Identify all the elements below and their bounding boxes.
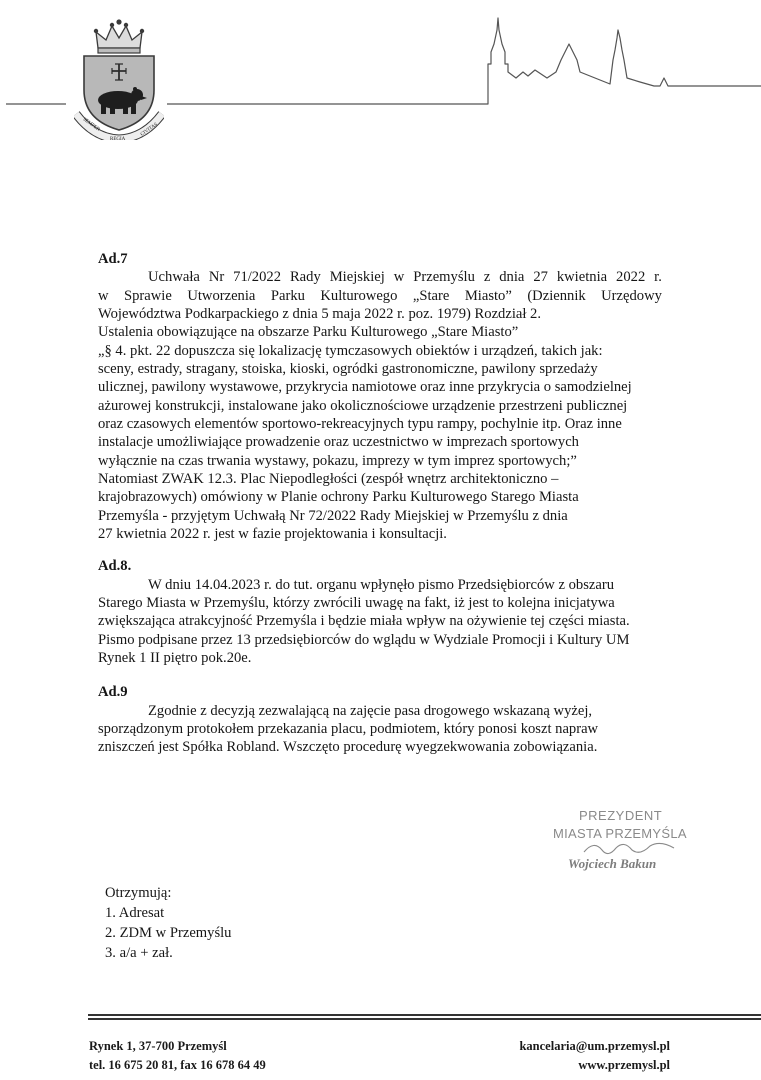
footer-rule-bottom	[88, 1018, 761, 1020]
ad7-line-4: Ustalenia obowiązujące na obszarze Parku Kulturowego „Stare Miasto”	[98, 324, 519, 340]
ad8-line-4: Pismo podpisane przez 13 przedsiębiorców do wglądu w Wydziale Promocji i Kultury UM	[98, 632, 630, 648]
stamp-title: PREZYDENT	[579, 808, 663, 823]
section-heading-ad8: Ad.8.	[98, 558, 132, 574]
ad8-line-1: W dniu 14.04.2023 r. do tut. organu wpłynęło pismo Przedsiębiorców z obszaru	[148, 577, 614, 593]
ad7-line-2: w Sprawie Utworzenia Parku Kulturowego „Stare Miasto” (Dziennik Urzędowy	[98, 288, 662, 304]
ad7-line-8: ażurowej konstrukcji, instalowane jako okolicznościowe urządzenie przestrzeni publicznej	[98, 398, 628, 414]
footer-phone: tel. 16 675 20 81, fax 16 678 64 49	[89, 1058, 266, 1072]
motto-center: REGIA	[110, 137, 126, 140]
ad7-line-14: Przemyśla - przyjętym Uchwałą Nr 72/2022 Rady Miejskiej w Przemyślu z dnia	[98, 508, 568, 524]
ad8-line-5: Rynek 1 II piętro pok.20e.	[98, 650, 252, 666]
ad9-line-3: zniszczeń jest Spółka Robland. Wszczęto procedurę wyegzekwowania zobowiązania.	[98, 739, 598, 755]
ad7-line-13: krajobrazowych) omówiony w Planie ochrony Parku Kulturowego Starego Miasta	[98, 489, 579, 505]
recipient-item-2: 2. ZDM w Przemyślu	[105, 925, 232, 941]
stamp-subtitle: MIASTA PRZEMYŚLA	[553, 826, 687, 841]
crown-icon	[94, 19, 144, 53]
ad7-line-5: „§ 4. pkt. 22 dopuszcza się lokalizację tymczasowych obiektów i urządzeń, takich jak:	[98, 343, 603, 359]
ad7-line-7: ulicznej, pawilony wystawowe, przykrycia namiotowe oraz inne przykrycia o samodzielnej	[98, 379, 632, 395]
ad7-line-1: Uchwała Nr 71/2022 Rady Miejskiej w Przemyślu z dnia 27 kwietnia 2022 r.	[148, 269, 662, 285]
footer-address: Rynek 1, 37-700 Przemyśl	[89, 1039, 227, 1053]
ad9-line-2: sporządzonym protokołem przekazania placu, podmiotem, który ponosi koszt napraw	[98, 721, 599, 737]
stamp-signature-name: Wojciech Bakun	[568, 856, 657, 871]
recipient-item-1: 1. Adresat	[105, 905, 165, 921]
section-heading-ad7: Ad.7	[98, 251, 128, 267]
ad7-line-12: Natomiast ZWAK 12.3. Plac Niepodległości (zespół wnętrz architektoniczno –	[98, 471, 559, 487]
recipients-heading: Otrzymują:	[105, 885, 172, 901]
ad7-line-6: sceny, estrady, stragany, stoiska, kioski, ogródki gastronomiczne, pawilony sprzedaży	[98, 361, 598, 377]
motto-right: CIVITAS	[140, 122, 159, 138]
footer-rule-top	[88, 1014, 761, 1016]
footer-email[interactable]: kancelaria@um.przemysl.pl	[519, 1039, 670, 1053]
ad7-line-11: wyłącznie na czas trwania wystawy, pokazu, imprezy w tym imprez sportowych;”	[98, 453, 577, 469]
motto-left: SEMPER	[81, 117, 101, 133]
ad7-line-10: instalacje umożliwiające prowadzenie oraz uczestnictwo w imprezach sportowych	[98, 434, 579, 450]
ad8-line-2: Starego Miasta w Przemyślu, którzy zwrócili uwagę na fakt, iż jest to kolejna inicjatywa	[98, 595, 615, 611]
footer-website[interactable]: www.przemysl.pl	[578, 1058, 670, 1072]
city-crest	[74, 18, 164, 140]
ad7-line-3: Województwa Podkarpackiego z dnia 5 maja 2022 r. poz. 1979) Rozdział 2.	[98, 306, 541, 322]
section-heading-ad9: Ad.9	[98, 684, 128, 700]
ad8-line-3: zwiększająca atrakcyjność Przemyśla i będzie miała wpływ na ożywienie tej części miasta.	[98, 613, 630, 629]
ad9-line-1: Zgodnie z decyzją zezwalającą na zajęcie pasa drogowego wskazaną wyżej,	[148, 703, 593, 719]
ad7-line-9: oraz czasowych elementów sportowo-rekreacyjnych typu rampy, pochylnie itp. Oraz inne	[98, 416, 622, 432]
ad7-line-15: 27 kwietnia 2022 r. jest w fazie projektowania i konsultacji.	[98, 526, 447, 542]
recipient-item-3: 3. a/a + zał.	[105, 945, 173, 961]
